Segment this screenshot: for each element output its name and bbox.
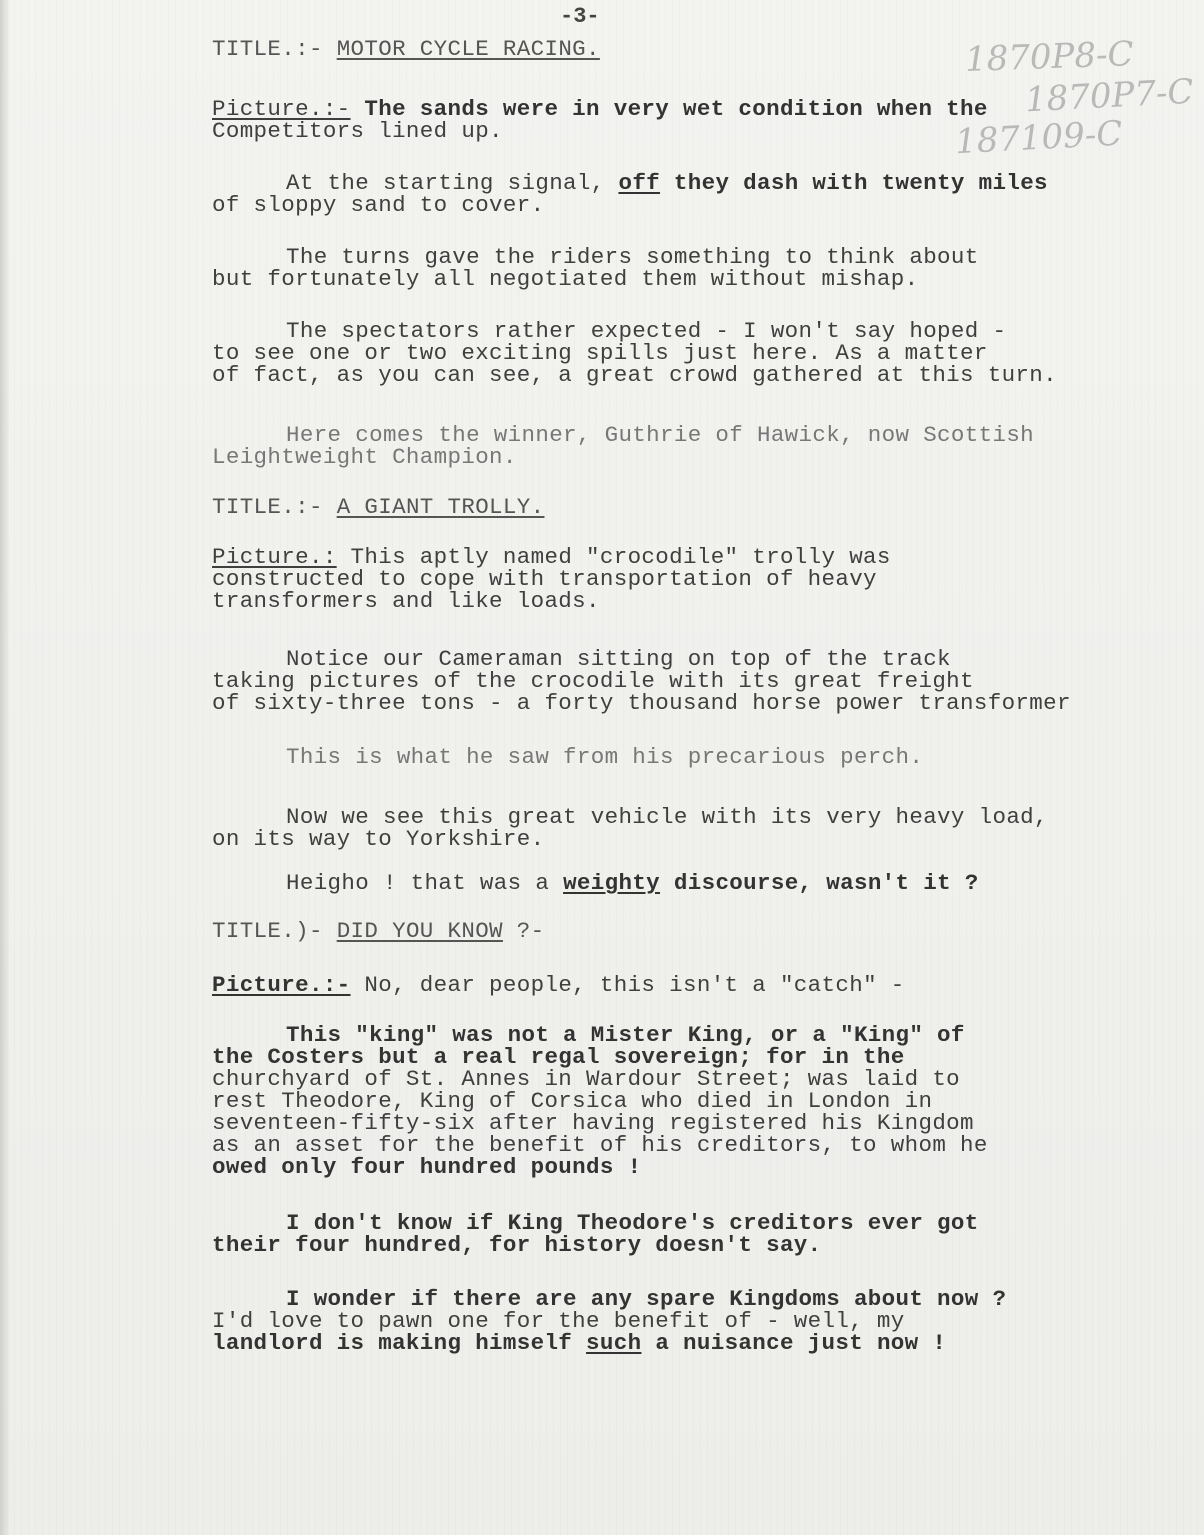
text-line: the Costers but a real regal sovereign; for in the [212,1044,905,1070]
text-line: seventeen-fifty-six after having registered his Kingdom [212,1110,974,1136]
text-line: The turns gave the riders something to think about [286,244,979,270]
page-number: -3- [560,4,600,29]
text-line: a nuisance just now ! [655,1330,947,1356]
title-prefix: TITLE.)- [212,918,323,944]
paragraph-line [212,98,988,120]
emphasis-word: off [618,170,661,196]
title-prefix: TITLE.:- [212,36,323,62]
paragraph-line [286,872,979,894]
page-edge-shadow [0,0,10,1535]
section-title-did-you-know [212,920,545,942]
text-line: but fortunately all negotiated them without mishap. [212,266,919,292]
text-line: taking pictures of the crocodile with its great freight [212,668,974,694]
text-line: their four hundred, for history doesn't say. [212,1232,822,1258]
handwritten-annotation [954,34,1195,163]
paragraph-line [286,172,1048,194]
text-line: discourse, wasn't it ? [673,870,979,896]
text-line: of fact, as you can see, a great crowd gathered at this turn. [212,362,1057,388]
text-line: constructed to cope with transportation of heavy [212,566,877,592]
text-line: Now we see this great vehicle with its very heavy load, [286,804,1048,830]
text-line: This aptly named "crocodile" trolly was [350,544,891,570]
text-line: they dash with twenty miles [673,170,1048,196]
text-line: I don't know if King Theodore's creditors ever got [286,1210,979,1236]
text-line: as an asset for the benefit of his creditors, to whom he [212,1132,988,1158]
handwritten-mark-2: 1870P7-C [1024,71,1195,121]
text-line: of sixty-three tons - a forty thousand horse power transformer [212,690,1071,716]
picture-label: Picture.:- [212,972,351,998]
text-line: Competitors lined up. [212,118,503,144]
text-line: Heigho ! that was a [286,870,550,896]
text-line: The sands were in very wet condition when the [364,96,988,122]
text-line: on its way to Yorkshire. [212,826,545,852]
emphasis-word: weighty [563,870,661,896]
paragraph-line [212,546,891,568]
text-line: This is what he saw from his precarious perch. [286,744,924,770]
picture-label: Picture.:- [212,96,351,122]
text-line: owed only four hundred pounds ! [212,1154,642,1180]
section-title-motor-cycle [212,38,600,60]
text-line: Leightweight Champion. [212,444,517,470]
text-line: landlord is making himself [212,1330,573,1356]
paragraph-line [212,974,905,996]
text-line: The spectators rather expected - I won't say hoped - [286,318,1007,344]
paragraph-line [212,1332,946,1354]
title-prefix: TITLE.:- [212,494,323,520]
handwritten-mark-3: 187109-C [954,113,1124,163]
text-line: to see one or two exciting spills just here. As a matter [212,340,988,366]
text-line: I'd love to pawn one for the benefit of - well, my [212,1308,905,1334]
text-line: This "king" was not a Mister King, or a "King" of [286,1022,965,1048]
section-title-giant-trolly [212,496,544,518]
emphasis-word: such [586,1330,642,1356]
text-line: I wonder if there are any spare Kingdoms about now ? [286,1286,1007,1312]
text-line: rest Theodore, King of Corsica who died in London in [212,1088,933,1114]
text-line: of sloppy sand to cover. [212,192,545,218]
picture-label: Picture.: [212,544,337,570]
title-text: DID YOU KNOW [336,918,503,944]
title-text: A GIANT TROLLY. [336,494,545,520]
text-line: Notice our Cameraman sitting on top of the track [286,646,951,672]
text-line: At the starting signal, [286,170,605,196]
text-line: No, dear people, this isn't a "catch" - [364,972,905,998]
text-line: transformers and like loads. [212,588,600,614]
title-text: MOTOR CYCLE RACING. [336,36,600,62]
title-suffix: ?- [516,918,545,944]
text-line: churchyard of St. Annes in Wardour Street; was laid to [212,1066,961,1092]
handwritten-mark-1: 1870P8-C [964,34,1135,81]
text-line: Here comes the winner, Guthrie of Hawick, now Scottish [286,422,1035,448]
